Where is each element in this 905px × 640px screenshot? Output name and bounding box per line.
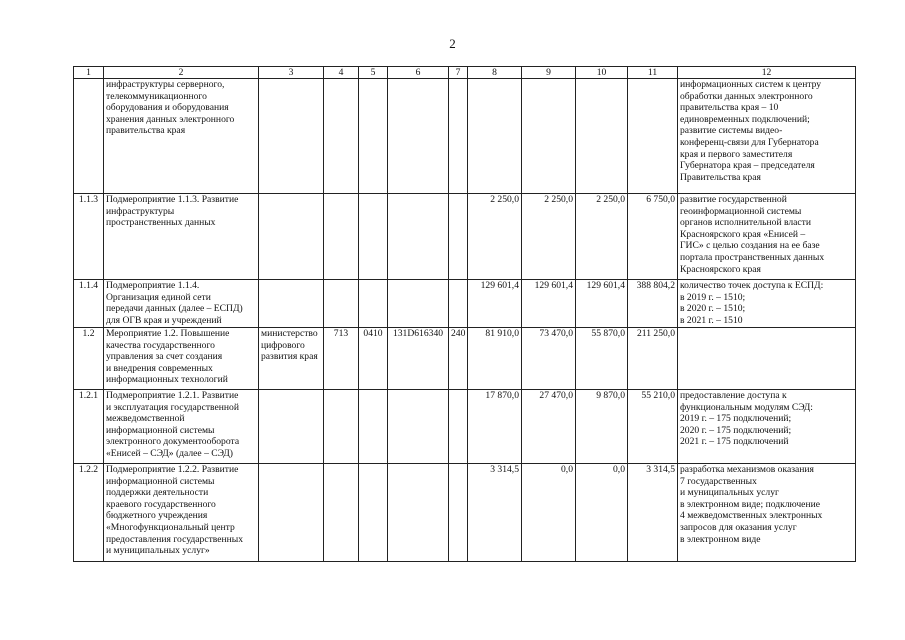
row-grbs — [324, 464, 359, 562]
row-2021: 9 870,0 — [576, 390, 628, 464]
row-number: 1.1.3 — [74, 194, 104, 280]
table-row — [74, 464, 856, 562]
row-grbs — [324, 390, 359, 464]
row-vr — [449, 390, 468, 464]
row-vr — [449, 194, 468, 280]
row-vr: 240 — [449, 328, 468, 390]
row-grbs — [324, 280, 359, 328]
row-csr — [388, 390, 449, 464]
row-name: Подмероприятие 1.1.4. Организация единой сети передачи данных (далее – ЕСПД) для ОГВ края и учреждений — [104, 280, 259, 328]
row-executor — [259, 390, 324, 464]
row-vr — [449, 79, 468, 194]
row-executor — [259, 464, 324, 562]
page-number: 2 — [449, 36, 456, 51]
row-result: количество точек доступа к ЕСПД: в 2019 г. – 1510; в 2020 г. – 1510; в 2021 г. – 1510 — [678, 280, 856, 328]
header-cell: 8 — [468, 67, 522, 79]
row-number: 1.2.1 — [74, 390, 104, 464]
header-cell: 5 — [359, 67, 388, 79]
row-total: 211 250,0 — [628, 328, 678, 390]
row-csr: 131D616340 — [388, 328, 449, 390]
row-total: 3 314,5 — [628, 464, 678, 562]
row-2019: 2 250,0 — [468, 194, 522, 280]
row-vr — [449, 464, 468, 562]
row-result — [678, 328, 856, 390]
row-2019: 129 601,4 — [468, 280, 522, 328]
row-rzpr — [359, 390, 388, 464]
row-2021: 0,0 — [576, 464, 628, 562]
row-result: информационных систем к центру обработки данных электронного правительства края – 10 единовременных подключений; развитие системы видео- конференц-связи для Губернатора края и первого заместителя Губернатора края – председателя Правительства края — [678, 79, 856, 194]
row-number: 1.2.2 — [74, 464, 104, 562]
row-2020 — [522, 79, 576, 194]
header-cell: 11 — [628, 67, 678, 79]
row-name: Подмероприятие 1.1.3. Развитие инфраструктуры пространственных данных — [104, 194, 259, 280]
table-row — [74, 280, 856, 328]
row-name: Мероприятие 1.2. Повышение качества государственного управления за счет создания и внедрения современных информационных технологий — [104, 328, 259, 390]
row-rzpr — [359, 280, 388, 328]
header-cell: 3 — [259, 67, 324, 79]
row-2019: 81 910,0 — [468, 328, 522, 390]
row-number: 1.1.4 — [74, 280, 104, 328]
row-number — [74, 79, 104, 194]
header-cell: 2 — [104, 67, 259, 79]
row-result: предоставление доступа к функциональным модулям СЭД: 2019 г. – 175 подключений; 2020 г. – 175 подключений; 2021 г. – 175 подключений — [678, 390, 856, 464]
row-csr — [388, 194, 449, 280]
header-cell: 7 — [449, 67, 468, 79]
row-csr — [388, 280, 449, 328]
header-cell: 12 — [678, 67, 856, 79]
row-executor — [259, 194, 324, 280]
row-2019: 17 870,0 — [468, 390, 522, 464]
row-2020: 0,0 — [522, 464, 576, 562]
row-rzpr — [359, 194, 388, 280]
header-cell: 10 — [576, 67, 628, 79]
row-grbs: 713 — [324, 328, 359, 390]
row-grbs — [324, 79, 359, 194]
row-vr — [449, 280, 468, 328]
row-2020: 27 470,0 — [522, 390, 576, 464]
row-name: Подмероприятие 1.2.2. Развитие информационной системы поддержки деятельности краевого государственного бюджетного учреждения «Многофункциональный центр предоставления государственных и муниципальных услуг» — [104, 464, 259, 562]
row-2020: 73 470,0 — [522, 328, 576, 390]
row-rzpr: 0410 — [359, 328, 388, 390]
header-cell: 9 — [522, 67, 576, 79]
table-row — [74, 79, 856, 194]
row-executor: министерство цифрового развития края — [259, 328, 324, 390]
row-result: развитие государственной геоинформационной системы органов исполнительной власти Красноярского края «Енисей – ГИС» с целью создания на ее базе портала пространственных данных Красноярского края — [678, 194, 856, 280]
header-cell: 6 — [388, 67, 449, 79]
row-2020: 2 250,0 — [522, 194, 576, 280]
row-grbs — [324, 194, 359, 280]
row-total: 388 804,2 — [628, 280, 678, 328]
header-row — [74, 67, 856, 79]
row-result: разработка механизмов оказания 7 государственных и муниципальных услуг в электронном виде; подключение 4 межведомственных электронных запросов для оказания услуг в электронном виде — [678, 464, 856, 562]
row-2021: 129 601,4 — [576, 280, 628, 328]
row-total: 55 210,0 — [628, 390, 678, 464]
row-2021: 2 250,0 — [576, 194, 628, 280]
row-rzpr — [359, 464, 388, 562]
row-rzpr — [359, 79, 388, 194]
row-number: 1.2 — [74, 328, 104, 390]
row-2021: 55 870,0 — [576, 328, 628, 390]
row-2020: 129 601,4 — [522, 280, 576, 328]
row-executor — [259, 79, 324, 194]
row-2019 — [468, 79, 522, 194]
row-2021 — [576, 79, 628, 194]
row-name: инфраструктуры серверного, телекоммуникационного оборудования и оборудования хранения данных электронного правительства края — [104, 79, 259, 194]
table-row — [74, 194, 856, 280]
header-cell: 4 — [324, 67, 359, 79]
table-row — [74, 328, 856, 390]
budget-table — [73, 66, 856, 562]
row-total — [628, 79, 678, 194]
row-csr — [388, 79, 449, 194]
row-total: 6 750,0 — [628, 194, 678, 280]
row-name: Подмероприятие 1.2.1. Развитие и эксплуатация государственной межведомственной информационной системы электронного документооборота «Енисей – СЭД» (далее – СЭД) — [104, 390, 259, 464]
header-cell: 1 — [74, 67, 104, 79]
table-row — [74, 390, 856, 464]
row-2019: 3 314,5 — [468, 464, 522, 562]
row-csr — [388, 464, 449, 562]
row-executor — [259, 280, 324, 328]
